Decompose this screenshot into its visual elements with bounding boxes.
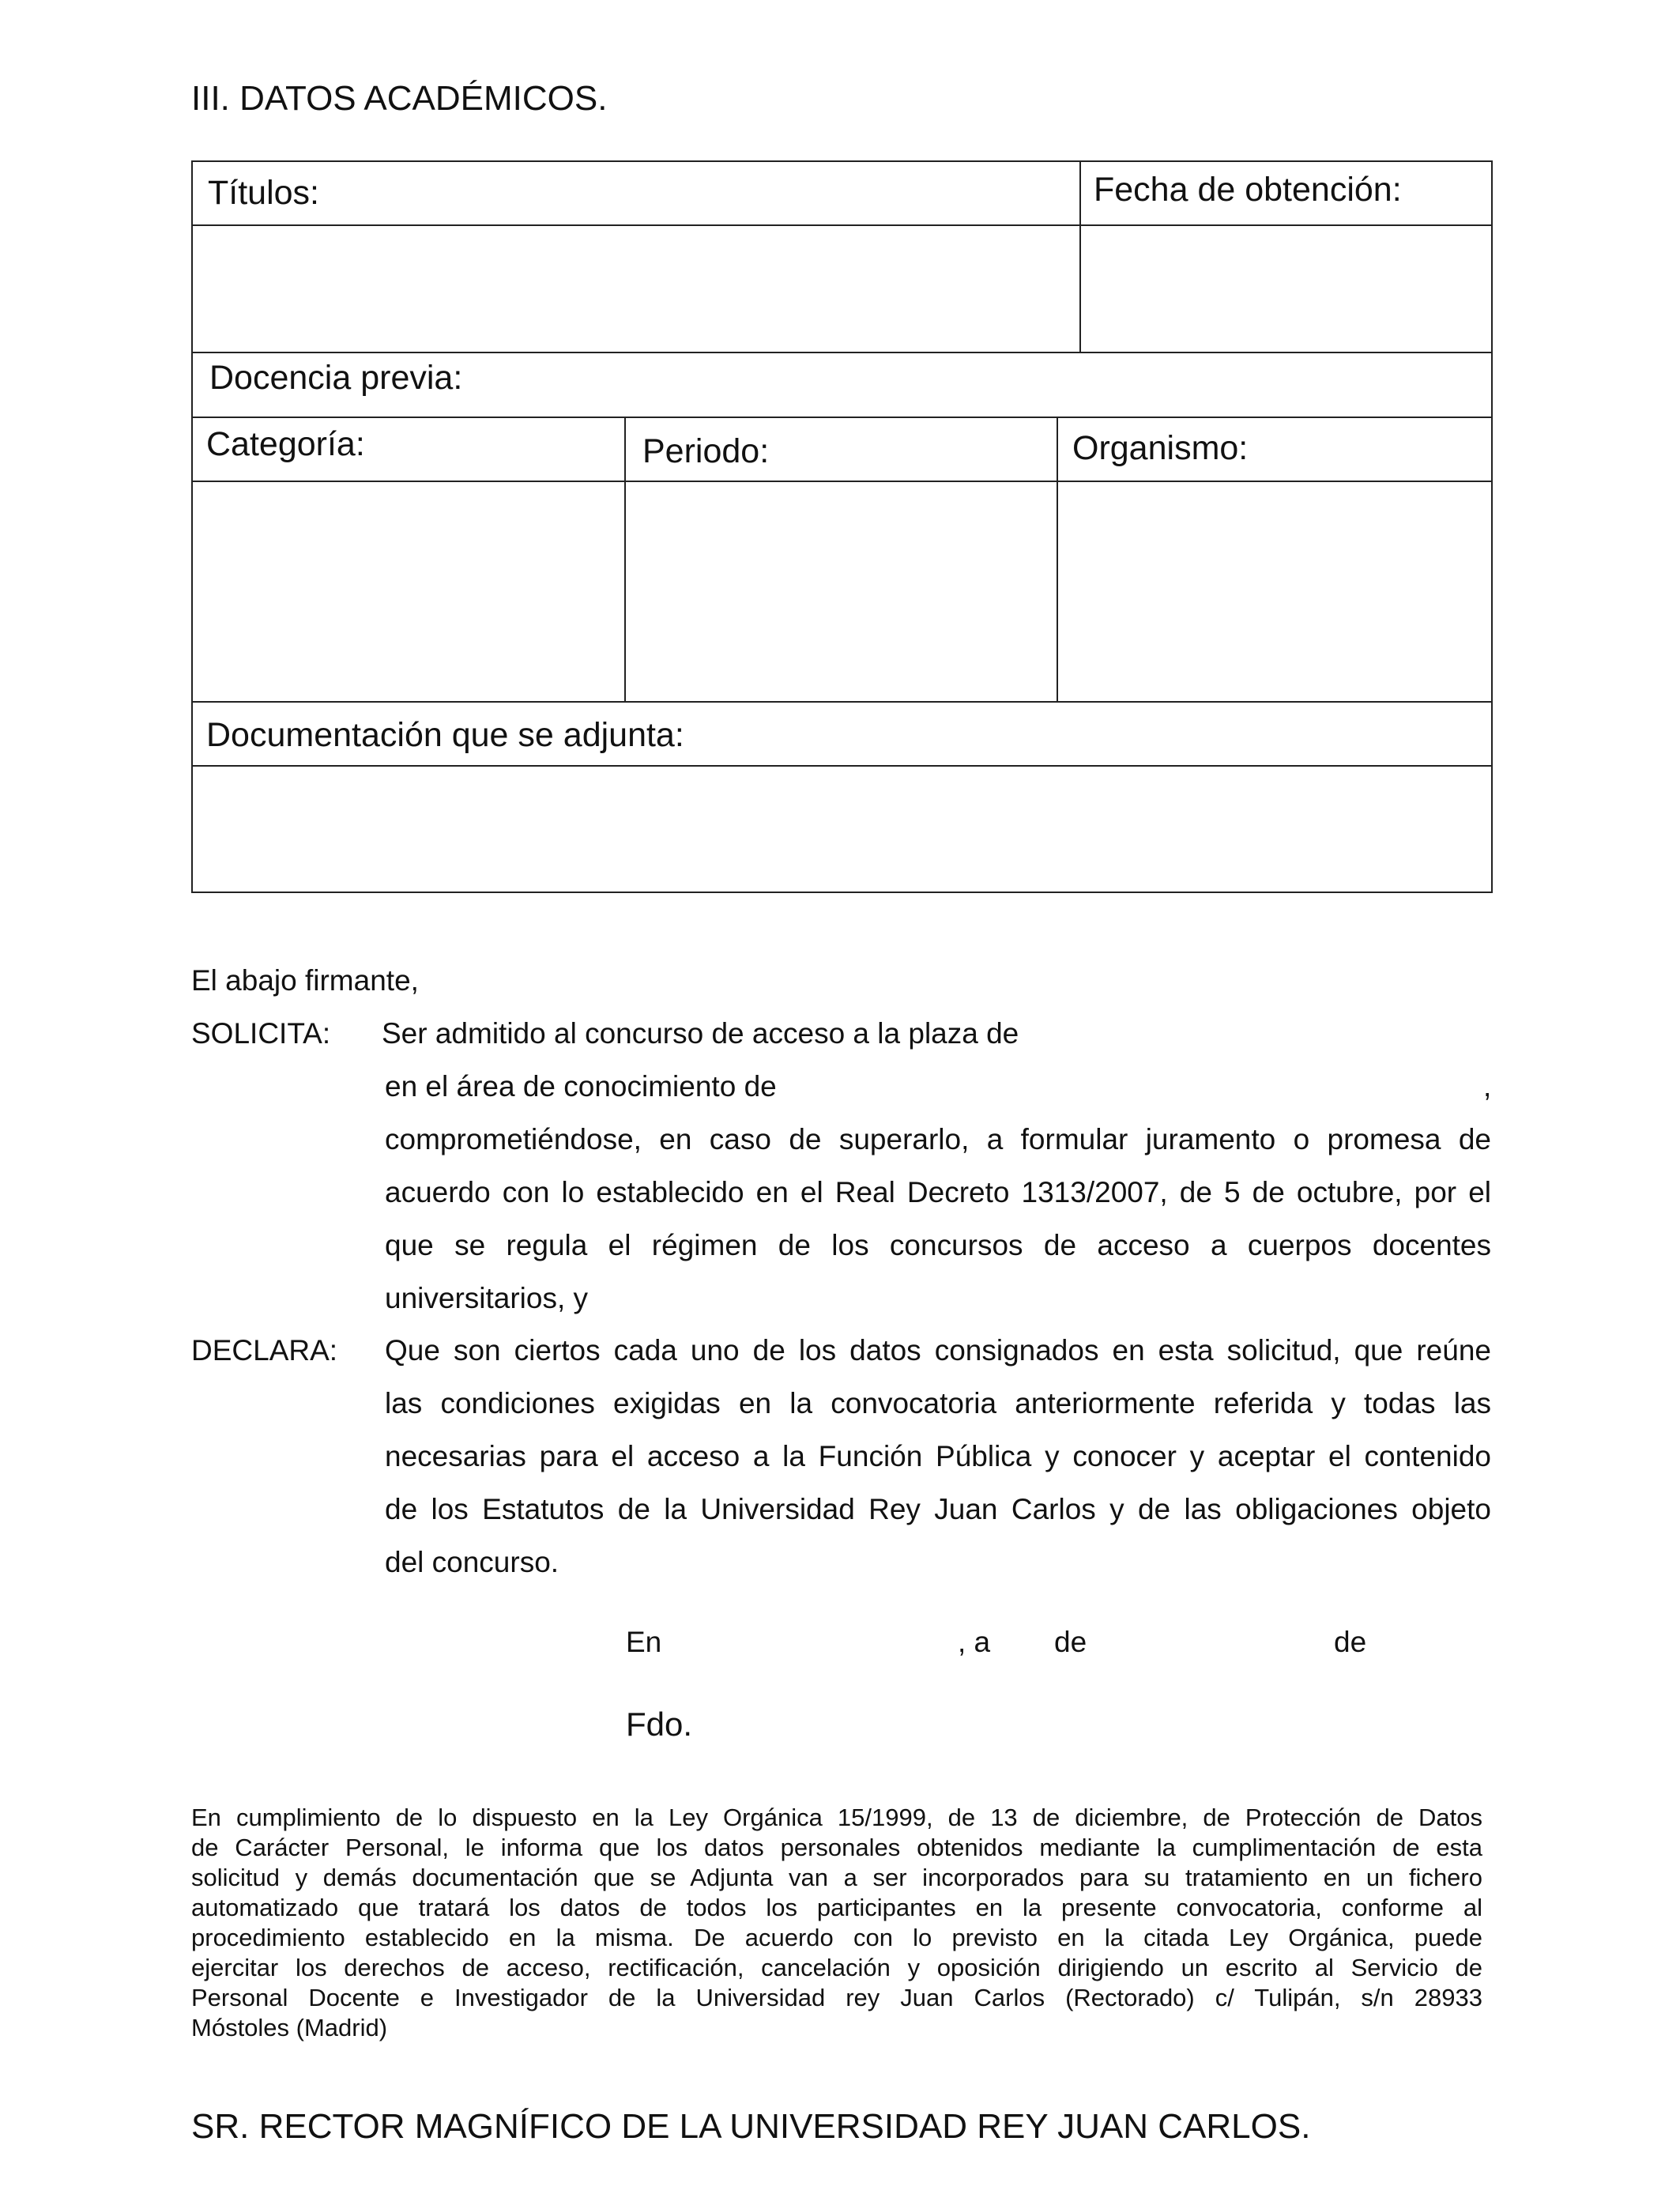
documentacion-field[interactable] xyxy=(194,768,1490,890)
legal-line: automatizado que tratará los datos de todos los participantes en la presente convocatoria, conforme al xyxy=(191,1894,1482,1921)
date-de-label: de xyxy=(1054,1626,1087,1658)
date-de-label: de xyxy=(1334,1626,1367,1658)
area-conocimiento-field[interactable] xyxy=(798,1069,1478,1105)
table-rule xyxy=(191,352,1493,353)
solicita-line: universitarios, y xyxy=(385,1282,589,1314)
solicita-comma: , xyxy=(1483,1070,1492,1103)
legal-line: En cumplimiento de lo dispuesto en la Ley Orgánica 15/1999, de 13 de diciembre, de Protección de Datos xyxy=(191,1804,1482,1831)
addressee: SR. RECTOR MAGNÍFICO DE LA UNIVERSIDAD REY JUAN CARLOS. xyxy=(191,2107,1311,2146)
periodo-label: Periodo: xyxy=(642,432,770,470)
signature-label: Fdo. xyxy=(626,1706,693,1743)
date-a-label: , a xyxy=(958,1626,991,1658)
legal-line: de Carácter Personal, le informa que los datos personales obtenidos mediante la cumplimentación de esta xyxy=(191,1834,1482,1861)
docencia-previa-label: Docencia previa: xyxy=(209,359,463,397)
table-rule xyxy=(191,224,1493,226)
signature-field[interactable] xyxy=(711,1699,1264,1747)
table-border-bottom xyxy=(191,892,1493,893)
solicita-line: acuerdo con lo establecido en el Real Decreto 1313/2007, de 5 de octubre, por el xyxy=(385,1176,1491,1208)
titulos-field[interactable] xyxy=(194,228,1078,350)
table-divider xyxy=(1057,417,1058,702)
table-rule xyxy=(191,481,1493,482)
legal-line: solicitud y demás documentación que se Adjunta van a ser incorporados para su tratamiento en un fichero xyxy=(191,1864,1482,1891)
declara-label: DECLARA: xyxy=(191,1334,338,1367)
declara-line: Que son ciertos cada uno de los datos consignados en esta solicitud, que reúne xyxy=(385,1334,1491,1367)
solicita-line: en el área de conocimiento de xyxy=(385,1070,777,1103)
plaza-field[interactable] xyxy=(1051,1016,1486,1052)
table-divider xyxy=(624,417,626,702)
solicita-line: comprometiéndose, en caso de superarlo, a formular juramento o promesa de xyxy=(385,1123,1491,1155)
table-border-top xyxy=(191,160,1493,162)
declara-line: de los Estatutos de la Universidad Rey Juan Carlos y de las obligaciones objeto xyxy=(385,1493,1491,1525)
table-border-right xyxy=(1491,160,1493,893)
date-day-field[interactable] xyxy=(1004,1622,1051,1660)
legal-line: Móstoles (Madrid) xyxy=(191,2014,388,2041)
categoria-field[interactable] xyxy=(194,484,623,699)
organismo-field[interactable] xyxy=(1060,484,1490,699)
table-rule xyxy=(191,765,1493,767)
table-divider xyxy=(1079,160,1081,352)
solicita-label: SOLICITA: xyxy=(191,1017,331,1050)
organismo-label: Organismo: xyxy=(1072,429,1249,467)
date-en-label: En xyxy=(626,1626,662,1658)
titulos-label: Títulos: xyxy=(208,174,319,212)
fecha-obtencion-label: Fecha de obtención: xyxy=(1094,171,1402,209)
declara-line: las condiciones exigidas en la convocatoria anteriormente referida y todas las xyxy=(385,1387,1491,1419)
legal-line: procedimiento establecido en la misma. De acuerdo con lo previsto en la citada Ley Orgánica, puede xyxy=(191,1924,1482,1951)
declara-line: del concurso. xyxy=(385,1546,559,1578)
categoria-label: Categoría: xyxy=(206,425,365,463)
section-title: III. DATOS ACADÉMICOS. xyxy=(191,79,608,118)
date-year-field[interactable] xyxy=(1379,1622,1490,1660)
solicita-line: Ser admitido al concurso de acceso a la plaza de xyxy=(382,1017,1019,1050)
solicita-line: que se regula el régimen de los concursos de acceso a cuerpos docentes xyxy=(385,1229,1491,1261)
legal-line: Personal Docente e Investigador de la Universidad rey Juan Carlos (Rectorado) c/ Tulipán, s/n 28933 xyxy=(191,1984,1482,2011)
date-month-field[interactable] xyxy=(1102,1622,1328,1660)
documentacion-label: Documentación que se adjunta: xyxy=(206,716,684,754)
intro-text: El abajo firmante, xyxy=(191,964,419,997)
declara-line: necesarias para el acceso a la Función Pública y conocer y aceptar el contenido xyxy=(385,1440,1491,1472)
periodo-field[interactable] xyxy=(627,484,1055,699)
table-border-left xyxy=(191,160,193,893)
fecha-obtencion-field[interactable] xyxy=(1083,228,1490,350)
table-rule xyxy=(191,701,1493,703)
date-place-field[interactable] xyxy=(676,1622,948,1660)
table-rule xyxy=(191,417,1493,418)
legal-line: ejercitar los derechos de acceso, rectificación, cancelación y oposición dirigiendo un escrito al Servicio de xyxy=(191,1954,1482,1981)
